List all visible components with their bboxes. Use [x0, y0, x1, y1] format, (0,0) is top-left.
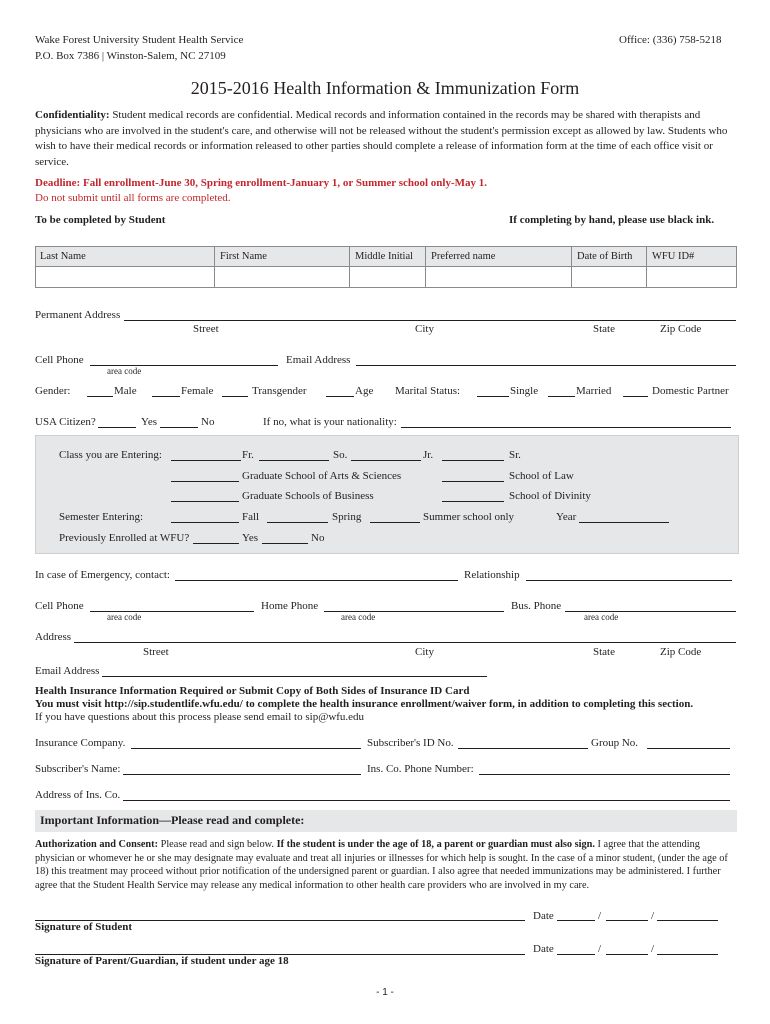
group-no-field[interactable] [647, 748, 730, 749]
prev-yes-blank[interactable] [193, 543, 239, 544]
insurance-instructions: You must visit http://sip.studentlife.wfu.edu/ to complete the health insurance enrollment/waiver form, in addition to completing this section. [35, 698, 694, 710]
emergency-email-field[interactable] [102, 676, 487, 677]
parent-date-day[interactable] [606, 954, 648, 955]
married-option: Married [576, 385, 612, 397]
student-signature-label: Signature of Student [35, 921, 132, 933]
year-field[interactable] [579, 522, 669, 523]
divinity-blank[interactable] [442, 501, 504, 502]
deadline-text: Deadline: Fall enrollment-June 30, Spring enrollment-January 1, or Summer school only-May 1. [35, 177, 488, 189]
col-last-name: Last Name [40, 251, 86, 262]
first-name-field[interactable] [215, 267, 349, 287]
ins-phone-label: Ins. Co. Phone Number: [367, 763, 474, 775]
marital-status-label: Marital Status: [395, 385, 461, 397]
fr-option: Fr. [242, 449, 254, 461]
emergency-email-label: Email Address [35, 665, 100, 677]
preferred-name-field[interactable] [426, 267, 571, 287]
nationality-field[interactable] [401, 427, 731, 428]
summer-option: Summer school only [423, 511, 515, 523]
age-option: Age [355, 385, 374, 397]
emergency-address-field[interactable] [74, 642, 736, 643]
deadline-note: Do not submit until all forms are completed. [35, 192, 231, 204]
fall-option: Fall [242, 511, 260, 523]
domestic-partner-blank[interactable] [623, 396, 648, 397]
arts-sciences-blank[interactable] [171, 481, 239, 482]
date-separator: / [598, 943, 602, 955]
form-title: 2015-2016 Health Information & Immunization Form [190, 78, 580, 98]
insurance-heading: Health Insurance Information Required or Submit Copy of Both Sides of Insurance ID Card [35, 685, 470, 697]
org-name: Wake Forest University Student Health Service [35, 34, 244, 46]
authorization-minor-note: If the student is under the age of 18, a parent or guardian must also sign. [276, 839, 595, 850]
insurance-company-field[interactable] [131, 748, 361, 749]
last-name-field[interactable] [36, 267, 214, 287]
single-blank[interactable] [477, 396, 509, 397]
sr-blank[interactable] [442, 460, 504, 461]
date-separator: / [651, 943, 655, 955]
subscriber-name-label: Subscriber's Name: [35, 763, 121, 775]
citizen-yes-blank[interactable] [98, 427, 136, 428]
office-phone: Office: (336) 758-5218 [619, 34, 722, 46]
confidentiality-text: Student medical records are confidential. Medical records and information contained in the records may be shared with therapists and physicians who are involved in the student's care, and otherwise will not be released without the student's permission except as allowed by law. Students who wish to have their medical records or information released to other parties should complete a release of information form at the time of each office visit or service. [35, 109, 728, 168]
summer-blank[interactable] [370, 522, 420, 523]
city-caption: City [415, 323, 434, 335]
prev-no: No [311, 532, 325, 544]
law-blank[interactable] [442, 481, 504, 482]
nationality-label: If no, what is your nationality: [263, 416, 397, 428]
law-option: School of Law [509, 470, 574, 482]
student-date-month[interactable] [557, 920, 595, 921]
col-middle-initial: Middle Initial [355, 251, 414, 262]
parent-date-label: Date [533, 943, 554, 955]
completed-by-student: To be completed by Student [35, 214, 166, 226]
semester-entering-label: Semester Entering: [59, 511, 144, 523]
authorization-paragraph [35, 838, 735, 892]
zip-caption: Zip Code [660, 646, 702, 658]
street-caption: Street [143, 646, 169, 658]
col-wfu-id: WFU ID# [652, 251, 695, 262]
emergency-cell-label: Cell Phone [35, 600, 84, 612]
black-ink-note: If completing by hand, please use black ink. [509, 214, 715, 226]
important-info-box [35, 810, 737, 832]
parent-signature-label: Signature of Parent/Guardian, if student under age 18 [35, 955, 289, 967]
date-separator: / [651, 910, 655, 922]
subscriber-id-field[interactable] [458, 748, 588, 749]
year-label: Year [556, 511, 577, 523]
so-option: So. [333, 449, 348, 461]
divinity-option: School of Divinity [509, 490, 591, 502]
citizen-no: No [201, 416, 215, 428]
jr-option: Jr. [423, 449, 434, 461]
date-of-birth-field[interactable] [572, 267, 646, 287]
transgender-option: Transgender [252, 385, 307, 397]
female-blank[interactable] [152, 396, 180, 397]
cell-phone-label: Cell Phone [35, 354, 84, 366]
col-preferred-name: Preferred name [431, 251, 496, 262]
gender-label: Gender: [35, 385, 71, 397]
student-date-day[interactable] [606, 920, 648, 921]
jr-blank[interactable] [351, 460, 421, 461]
group-no-label: Group No. [591, 737, 639, 749]
area-code-caption: area code [107, 366, 142, 376]
ins-address-field[interactable] [123, 800, 730, 801]
area-code-caption: area code [341, 612, 376, 622]
ins-phone-field[interactable] [479, 774, 730, 775]
student-date-label: Date [533, 910, 554, 922]
fr-blank[interactable] [171, 460, 241, 461]
date-separator: / [598, 910, 602, 922]
subscriber-id-label: Subscriber's ID No. [367, 737, 454, 749]
wfu-id-field[interactable] [647, 267, 736, 287]
page-number: - 1 - [376, 987, 394, 998]
business-option: Graduate Schools of Business [242, 490, 374, 502]
authorization-text-1: Please read and sign below. [158, 839, 277, 850]
sr-option: Sr. [509, 449, 521, 461]
ins-address-label: Address of Ins. Co. [35, 789, 121, 801]
spring-option: Spring [332, 511, 362, 523]
relationship-field[interactable] [526, 580, 732, 581]
previously-enrolled-label: Previously Enrolled at WFU? [59, 532, 190, 544]
relationship-label: Relationship [464, 569, 520, 581]
class-entering-label: Class you are Entering: [59, 449, 162, 461]
authorization-label: Authorization and Consent: [35, 839, 159, 850]
emergency-address-label: Address [35, 631, 72, 643]
col-date-of-birth: Date of Birth [577, 251, 633, 262]
male-option: Male [114, 385, 137, 397]
parent-date-year[interactable] [657, 954, 718, 955]
subscriber-name-field[interactable] [123, 774, 361, 775]
parent-date-month[interactable] [557, 954, 595, 955]
street-caption: Street [193, 323, 219, 335]
confidentiality-paragraph [35, 108, 735, 170]
area-code-caption: area code [584, 612, 619, 622]
so-blank[interactable] [259, 460, 329, 461]
zip-caption: Zip Code [660, 323, 702, 335]
male-blank[interactable] [87, 396, 113, 397]
business-blank[interactable] [171, 501, 239, 502]
single-option: Single [510, 385, 539, 397]
important-info-heading: Important Information—Please read and complete: [40, 813, 305, 827]
transgender-blank[interactable] [222, 396, 248, 397]
spring-blank[interactable] [267, 522, 328, 523]
prev-yes: Yes [242, 532, 259, 544]
org-address: P.O. Box 7386 | Winston-Salem, NC 27109 [35, 50, 226, 62]
city-caption: City [415, 646, 434, 658]
married-blank[interactable] [548, 396, 575, 397]
insurance-contact: If you have questions about this process please send email to sip@wfu.edu [35, 711, 365, 723]
domestic-partner-option: Domestic Partner [652, 385, 729, 397]
middle-initial-field[interactable] [350, 267, 425, 287]
citizen-no-blank[interactable] [160, 427, 198, 428]
confidentiality-label: Confidentiality: [35, 109, 110, 121]
state-caption: State [593, 646, 615, 658]
prev-no-blank[interactable] [262, 543, 308, 544]
bus-phone-label: Bus. Phone [511, 600, 562, 612]
age-blank[interactable] [326, 396, 354, 397]
permanent-address-field[interactable] [124, 320, 736, 321]
student-date-year[interactable] [657, 920, 718, 921]
area-code-caption: area code [107, 612, 142, 622]
col-first-name: First Name [220, 251, 267, 262]
state-caption: State [593, 323, 615, 335]
emergency-contact-field[interactable] [175, 580, 458, 581]
insurance-company-label: Insurance Company. [35, 737, 126, 749]
home-phone-label: Home Phone [261, 600, 319, 612]
female-option: Female [181, 385, 214, 397]
citizen-yes: Yes [141, 416, 158, 428]
name-table [35, 246, 737, 288]
arts-sciences-option: Graduate School of Arts & Sciences [242, 470, 402, 482]
email-field[interactable] [356, 365, 736, 366]
fall-blank[interactable] [171, 522, 239, 523]
permanent-address-label: Permanent Address [35, 309, 121, 321]
emergency-contact-label: In case of Emergency, contact: [35, 569, 170, 581]
authorization-text-2: I agree that the attending physician or whomever he or she may designate may evaluate and treat all injuries or illnesses for which help is sought. In the case of a minor student, (under the age of 18) this treatment may proceed without prior notification of the undersigned parent or guardian. I also agree that needed immunizations may be administered. I further agree that the Student Health Service may release any medical information to other health care providers who are involved in my care. [35, 839, 728, 891]
email-label: Email Address [286, 354, 351, 366]
usa-citizen-label: USA Citizen? [35, 416, 96, 428]
